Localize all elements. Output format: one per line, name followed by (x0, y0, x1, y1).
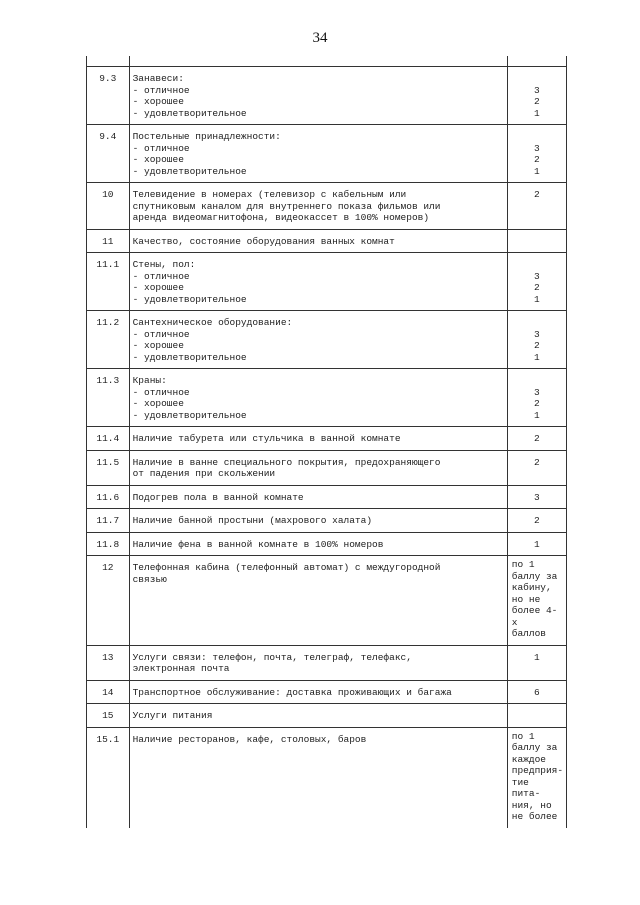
row-score (507, 450, 566, 485)
table-row (87, 532, 567, 556)
row-description (129, 556, 507, 646)
table-row (87, 509, 567, 533)
row-description (129, 369, 507, 427)
desc-line: - удовлетворительное (132, 165, 247, 177)
desc-line: - отличное (132, 270, 190, 282)
desc-line: Услуги питания (132, 710, 213, 721)
score-line: баллов (511, 628, 546, 639)
desc-line: - удовлетворительное (132, 409, 247, 421)
score-line: 3 (534, 386, 540, 398)
row-number: 9.3 (87, 67, 130, 125)
row-description (129, 427, 507, 451)
desc-line: Наличие ресторанов, кафе, столовых, баров (132, 733, 367, 745)
desc-line: - удовлетворительное (132, 293, 247, 305)
row-score (507, 704, 566, 728)
table-row (87, 450, 567, 485)
score-line: 2 (534, 433, 540, 444)
row-number: 14 (87, 680, 130, 704)
row-number: 11.5 (87, 450, 130, 485)
score-line: 2 (534, 154, 540, 165)
score-line: 3 (534, 270, 540, 282)
table-row (87, 229, 567, 253)
desc-line: - хорошее (132, 96, 184, 107)
desc-line: Наличие банной простыни (махрового халата) (132, 515, 373, 526)
criteria-table (86, 56, 567, 828)
row-number: 11.8 (87, 532, 130, 556)
row-description (129, 645, 507, 680)
row-number: 12 (87, 556, 130, 646)
row-score (507, 645, 566, 680)
desc-line: - удовлетворительное (132, 351, 247, 363)
row-score (507, 229, 566, 253)
row-number: 15.1 (87, 727, 130, 828)
desc-line: - хорошее (132, 282, 184, 293)
desc-line: - отличное (132, 84, 190, 96)
desc-line: - удовлетворительное (132, 107, 247, 119)
table-row (87, 125, 567, 183)
score-line: 1 (534, 293, 540, 305)
row-score (507, 485, 566, 509)
row-number: 11.4 (87, 427, 130, 451)
row-number: 10 (87, 183, 130, 230)
score-line: 3 (534, 328, 540, 340)
score-line: 1 (534, 107, 540, 119)
row-description (129, 509, 507, 533)
desc-line: Краны: (132, 375, 167, 386)
row-description (129, 125, 507, 183)
desc-line: Телевидение в номерах (телевизор с кабельным или (132, 189, 407, 200)
score-line: 1 (534, 409, 540, 421)
score-line: 3 (534, 491, 540, 503)
row-score (507, 183, 566, 230)
desc-line: - хорошее (132, 398, 184, 409)
row-score (507, 125, 566, 183)
table-row (87, 645, 567, 680)
score-line: ния, но (511, 799, 552, 811)
score-line: 6 (534, 686, 540, 698)
score-line: не более (511, 811, 558, 822)
score-line: 2 (534, 456, 540, 468)
row-score (507, 509, 566, 533)
row-number: 11.3 (87, 369, 130, 427)
score-line: каждое (511, 753, 546, 765)
score-line: 3 (534, 84, 540, 96)
row-number: 15 (87, 704, 130, 728)
score-line: предприя- (511, 765, 564, 776)
row-number: 11.6 (87, 485, 130, 509)
table-row (87, 67, 567, 125)
score-line: но не (511, 593, 541, 605)
desc-line: Качество, состояние оборудования ванных комнат (132, 235, 395, 247)
score-line: баллу за (511, 570, 558, 582)
desc-line: от падения при скольжении (132, 468, 276, 479)
table-row (87, 253, 567, 311)
score-line: 2 (534, 340, 540, 351)
table-row (87, 556, 567, 646)
score-line: кабину, (511, 582, 552, 593)
score-line: 2 (534, 515, 540, 526)
table-row (87, 727, 567, 828)
score-line: 2 (534, 282, 540, 293)
score-line: тие пита- (511, 776, 541, 799)
row-description (129, 311, 507, 369)
row-number: 11 (87, 229, 130, 253)
row-description (129, 680, 507, 704)
score-line: 1 (534, 651, 540, 663)
page-number: 34 (312, 30, 328, 46)
row-description (129, 704, 507, 728)
score-line: 1 (534, 165, 540, 177)
desc-line: Подогрев пола в ванной комнате (132, 491, 304, 503)
table-row (87, 369, 567, 427)
row-description (129, 450, 507, 485)
row-score (507, 311, 566, 369)
desc-line: Телефонная кабина (телефонный автомат) с междугородной (132, 562, 441, 573)
score-line: по 1 (511, 559, 535, 570)
desc-line: - хорошее (132, 154, 184, 165)
desc-line: Наличие табурета или стульчика в ванной комнате (132, 433, 401, 444)
desc-line: Постельные принадлежности: (132, 131, 281, 142)
desc-line: Занавеси: (132, 73, 184, 84)
row-score (507, 680, 566, 704)
desc-line: Транспортное обслуживание: доставка проживающих и багажа (132, 686, 452, 698)
row-number: 13 (87, 645, 130, 680)
score-line: более 4-х (511, 605, 558, 628)
desc-line: спутниковым каналом для внутреннего показа фильмов или (132, 200, 441, 212)
table-row (87, 680, 567, 704)
row-description (129, 727, 507, 828)
score-line: 1 (534, 351, 540, 363)
score-line: 1 (534, 538, 540, 550)
score-line: 2 (534, 398, 540, 409)
score-line: баллу за (511, 742, 558, 753)
row-score (507, 727, 566, 828)
desc-line: Наличие фена в ванной комнате в 100% номеров (132, 538, 384, 550)
table-top-gap (87, 56, 567, 67)
table-row (87, 427, 567, 451)
desc-line: электронная почта (132, 663, 230, 674)
row-description (129, 485, 507, 509)
row-number: 11.7 (87, 509, 130, 533)
table-row (87, 704, 567, 728)
desc-line: - отличное (132, 386, 190, 398)
row-score (507, 67, 566, 125)
row-description (129, 67, 507, 125)
score-line: 2 (534, 189, 540, 200)
row-score (507, 532, 566, 556)
row-number: 9.4 (87, 125, 130, 183)
score-line: 2 (534, 96, 540, 107)
desc-line: - отличное (132, 142, 190, 154)
row-score (507, 427, 566, 451)
row-score (507, 253, 566, 311)
table-row (87, 183, 567, 230)
row-description (129, 183, 507, 230)
desc-line: аренда видеомагнитофона, видеокассет в 100% номеров) (132, 212, 430, 223)
desc-line: - отличное (132, 328, 190, 340)
desc-line: Стены, пол: (132, 259, 196, 270)
row-score (507, 369, 566, 427)
desc-line: Наличие в ванне специального покрытия, предохраняющего (132, 456, 441, 468)
row-description (129, 253, 507, 311)
score-line: по 1 (511, 730, 535, 742)
row-description (129, 532, 507, 556)
row-number: 11.1 (87, 253, 130, 311)
table-row (87, 485, 567, 509)
desc-line: Сантехническое оборудование: (132, 317, 293, 328)
desc-line: связью (132, 573, 167, 585)
row-number: 11.2 (87, 311, 130, 369)
row-score (507, 556, 566, 646)
table-row (87, 311, 567, 369)
desc-line: - хорошее (132, 340, 184, 351)
row-description (129, 229, 507, 253)
score-line: 3 (534, 142, 540, 154)
desc-line: Услуги связи: телефон, почта, телеграф, телефакс, (132, 651, 412, 663)
